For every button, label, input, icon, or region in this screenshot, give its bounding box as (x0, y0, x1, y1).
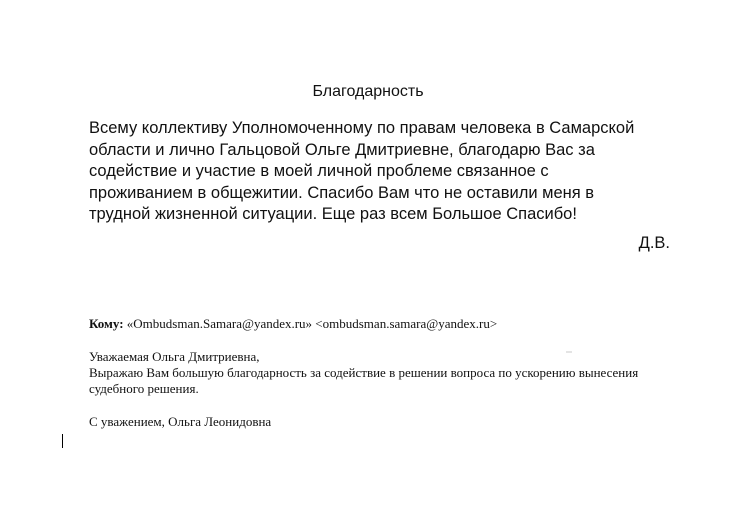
text-cursor (62, 434, 63, 448)
email-body-line: судебного решения. (89, 381, 199, 396)
email-recipient-line (89, 316, 689, 332)
email-greeting: Уважаемая Ольга Дмитриевна, (89, 349, 260, 364)
letter-body-line: трудной жизненной ситуации. Еще раз всем Большое Спасибо! (89, 205, 577, 223)
letter-body-line: содействие и участие в моей личной проблеме связанное с (89, 162, 549, 180)
letter-signature: Д.В. (638, 234, 670, 252)
letter-body (89, 118, 669, 226)
letter-body-line: Всему коллективу Уполномоченному по правам человека в Самарской (89, 119, 635, 137)
letter-body-line: области и лично Гальцовой Ольге Дмитриевне, благодарю Вас за (89, 140, 595, 159)
email-message (89, 316, 689, 430)
email-closing: С уважением, Ольга Леонидовна (89, 414, 272, 429)
letter-title: Благодарность (312, 83, 424, 100)
letter-body-line: проживанием в общежитии. Спасибо Вам что не оставили меня в (89, 183, 595, 202)
scan-artifact (566, 351, 572, 353)
email-to-label: Кому: (89, 316, 124, 331)
email-to-address: «Ombudsman.Samara@yandex.ru» <ombudsman.samara@yandex.ru> (126, 316, 498, 331)
email-body-line: Выражаю Вам большую благодарность за содействие в решении вопроса по ускорению вынесения (89, 365, 639, 380)
